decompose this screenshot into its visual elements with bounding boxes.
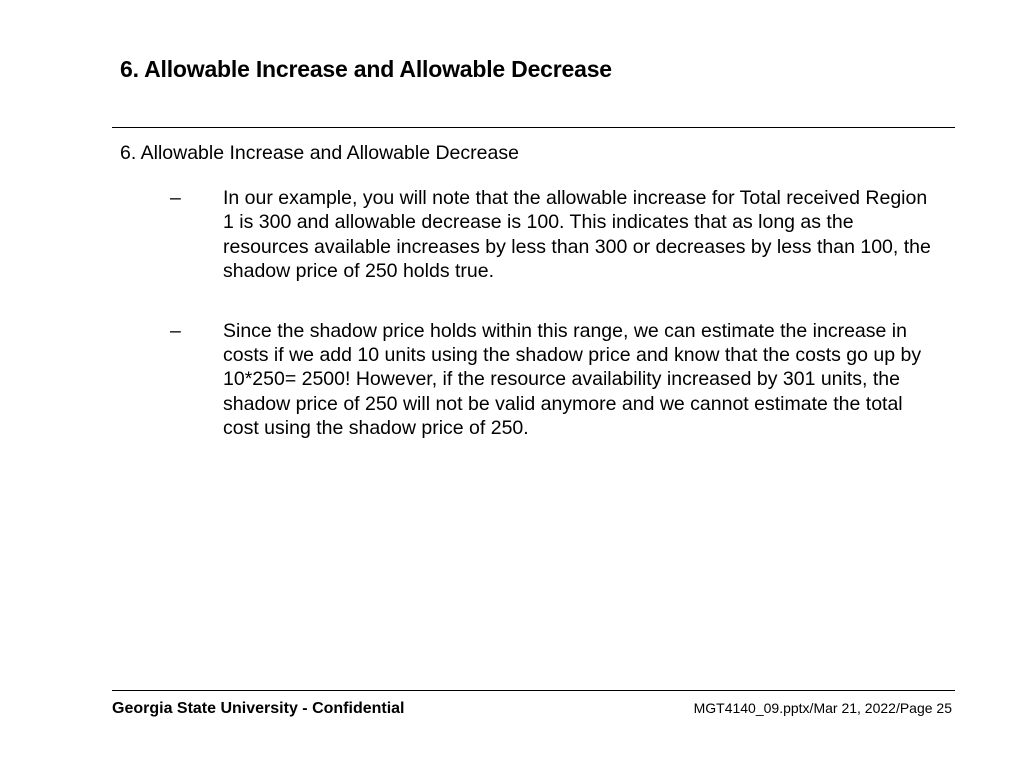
- bullet-item: [170, 186, 940, 284]
- footer-organization: Georgia State University - Confidential: [112, 700, 405, 717]
- bullet-list: [170, 186, 940, 476]
- title-divider: [112, 127, 955, 128]
- bullet-dash: –: [170, 187, 181, 209]
- bullet-text: In our example, you will note that the allowable increase for Total received Region 1 is 300 and allowable decrease is 100. This indicates that as long as the resources available increases by less than 300 or decreases by less than 100, the shadow price of 250 holds true.: [223, 187, 931, 283]
- bullet-dash: –: [170, 319, 181, 342]
- slide-title: 6. Allowable Increase and Allowable Decrease: [120, 56, 612, 82]
- bullet-text: Since the shadow price holds within this range, we can estimate the increase in costs if we add 10 units using the shadow price and know that the costs go up by 10*250= 2500! However, if the resource availability increased by 301 units, the shadow price of 250 will not be valid anymore and we cannot estimate the total cost using the shadow price of 250.: [223, 319, 922, 440]
- footer-page-info: MGT4140_09.pptx/Mar 21, 2022/Page 25: [693, 700, 952, 716]
- bullet-item: [170, 319, 940, 441]
- subheading: 6. Allowable Increase and Allowable Decrease: [120, 142, 519, 164]
- footer-divider: [112, 690, 955, 691]
